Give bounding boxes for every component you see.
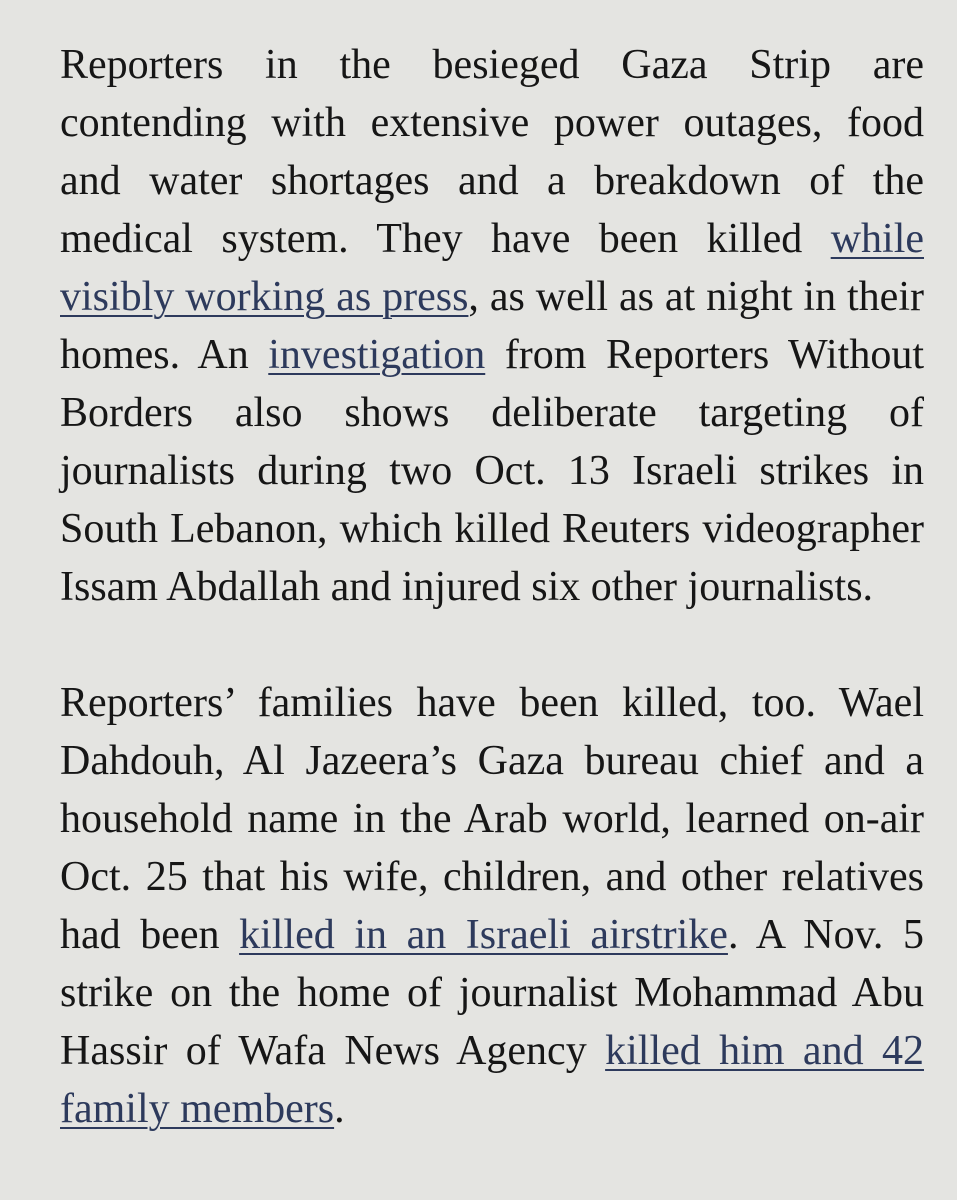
paragraph-reporters-families [60, 674, 924, 1138]
link-killed-in-an-israeli-airstrike[interactable]: killed in an Israeli airstrike [239, 912, 728, 958]
paragraph-text: Reporters in the besieged Gaza Strip are contending with extensive power outages, food and water shortages and a breakdown of the medical system. They have been killed [60, 42, 924, 262]
link-while-visibly-working-as-press[interactable]: while visibly working as press [60, 216, 924, 320]
link-investigation[interactable]: investigation [268, 332, 486, 378]
paragraph-text: . A Nov. 5 strike on the home of journalist Mohammad Abu Hassir of Wafa News Agency [60, 912, 924, 1074]
article-body [60, 36, 924, 1138]
paragraph-text: , as well as at night in their homes. An [60, 274, 924, 378]
paragraph-text: . [334, 1086, 345, 1132]
link-killed-him-and-family[interactable]: killed him and 42 family members [60, 1028, 924, 1132]
paragraph-gaza-reporters [60, 36, 924, 616]
paragraph-text: Reporters’ families have been killed, too. Wael Dahdouh, Al Jazeera’s Gaza bureau chief and a household name in the Arab world, learned on-air Oct. 25 that his wife, children, and other relatives had been [60, 680, 924, 958]
paragraph-text: from Reporters Without Borders also shows deliberate targeting of journalists during two Oct. 13 Israeli strikes in South Lebanon, which killed Reuters videographer Issam Abdallah and injured six other journalists. [60, 332, 925, 610]
